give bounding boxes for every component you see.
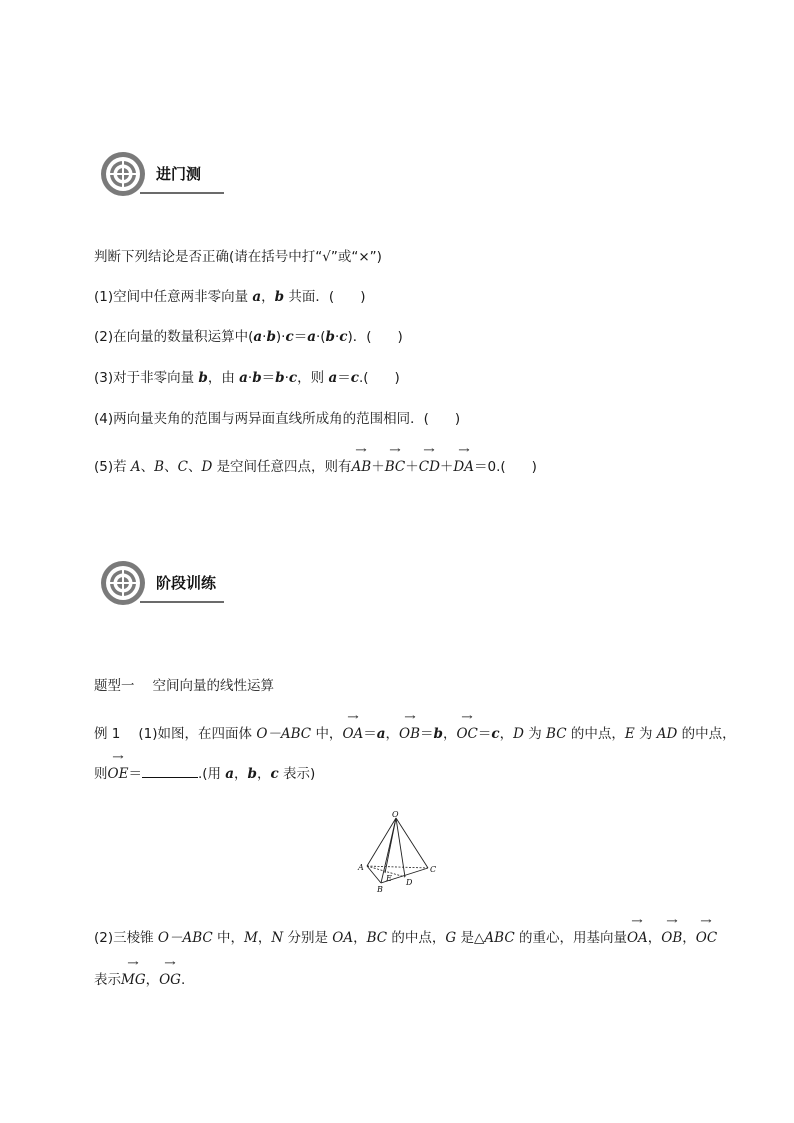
vector-oc: → OC [456,724,477,744]
question-1: (1)空间中任意两非零向量 a，b 共面．( ) [94,289,366,305]
example-1-part-2: (2)三棱锥 O－ABC 中，M，N 分别是 OA，BC 的中点，G 是△ABC 的重心，用基向量→ OA，→ OB，→ OC [94,928,717,948]
question-3: (3)对于非零向量 b，由 a·b＝b·c，则 a＝c.( ) [94,370,400,386]
vector-oe: → OE [108,764,129,784]
answer-blank[interactable] [142,764,198,778]
target-icon [100,560,146,606]
target-icon [100,151,146,197]
label-a: A [358,863,364,872]
vector-cd: → CD [419,457,440,477]
vector-da: → DA [453,457,474,477]
section-underline [140,192,224,194]
vector-og: → OG [159,970,181,990]
vector-mg: → MG [121,970,146,990]
section-title: 阶段训练 [156,574,217,592]
vector-oa: → OA [342,724,363,744]
label-d: D [406,878,413,887]
problem-type-heading: 题型一 空间向量的线性运算 [94,678,274,694]
vector-oc: → OC [696,928,717,948]
vector-oa: → OA [627,928,648,948]
vector-ob: → OB [661,928,682,948]
tetrahedron-figure [352,808,442,894]
section-title: 进门测 [156,165,202,183]
question-4: (4)两向量夹角的范围与两异面直线所成角的范围相同．( ) [94,411,461,427]
section-underline [140,601,224,603]
vector-bc: → BC [385,457,406,477]
question-5: (5)若 A、B、C、D 是空间任意四点，则有→ AB＋→ BC＋→ CD＋→ DA＝0.( ) [94,457,537,477]
example-1-part-1: 例 1 (1)如图，在四面体 O－ABC 中，→ OA＝a，→ OB＝b，→ OC＝c，D 为 BC 的中点，E 为 AD 的中点， [94,724,736,744]
instruction-text: 判断下列结论是否正确(请在括号中打“√”或“×”) [94,249,382,265]
example-1-part-2-line-2: 表示→ MG，→ OG. [94,970,185,990]
label-c: C [430,865,437,874]
section-header-stage-training [100,560,224,606]
section-header-entry-test [100,151,224,197]
question-2: (2)在向量的数量积运算中(a·b)·c＝a·(b·c)．( ) [94,329,403,345]
label-b: B [377,885,383,894]
vector-ob: → OB [399,724,420,744]
example-1-part-1-line-2: 则→ OE＝ .(用 a，b，c 表示) [94,764,315,784]
label-o: O [392,810,399,819]
vector-ab: → AB [352,457,372,477]
label-e: E [386,874,392,883]
